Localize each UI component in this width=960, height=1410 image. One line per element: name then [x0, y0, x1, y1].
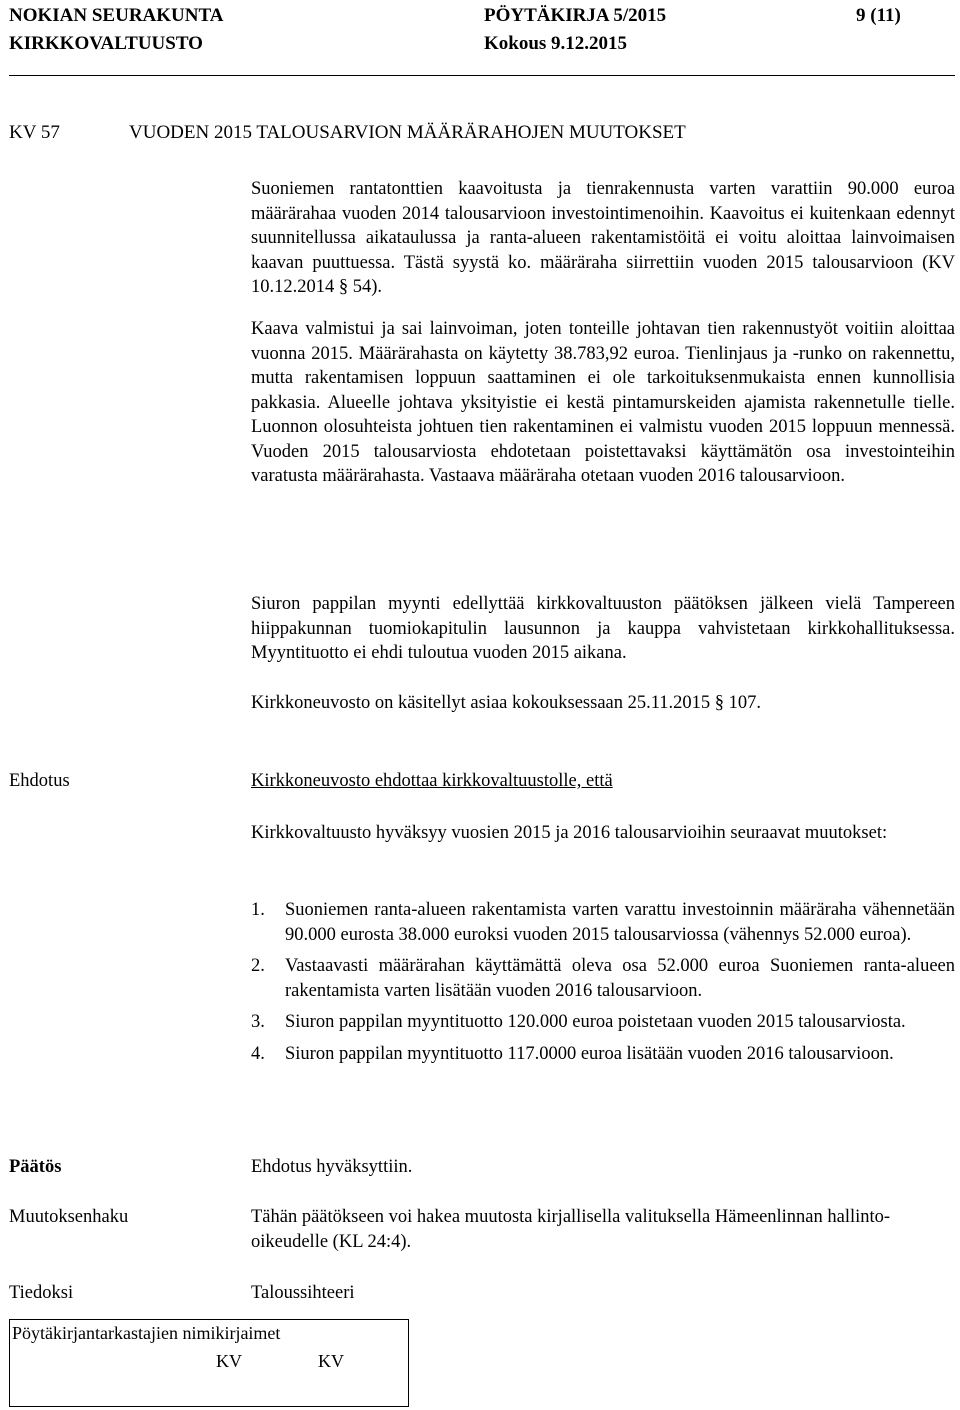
proposal-items — [251, 898, 955, 1073]
proposal-item-number: 3. — [251, 1012, 265, 1032]
decision-text-wrap — [251, 1155, 955, 1180]
paragraph-4-text: Kirkkoneuvosto on käsitellyt asiaa kokouksessaan 25.11.2015 § 107. — [251, 693, 762, 713]
decision-label: Päätös — [9, 1157, 62, 1177]
notice-label: Tiedoksi — [9, 1283, 74, 1303]
proposal-item — [251, 954, 955, 1003]
page-number: 9 (11) — [856, 5, 901, 26]
paragraph-3 — [251, 592, 955, 666]
appeal-label: Muutoksenhaku — [9, 1207, 129, 1227]
appeal-text: Tähän päätökseen voi hakea muutosta kirjallisella valituksella Hämeenlinnan hallinto-oikeudelle (KL 24:4). — [251, 1207, 891, 1252]
meeting-date: Kokous 9.12.2015 — [484, 33, 628, 54]
paragraph-4 — [251, 691, 955, 716]
proposal-item — [251, 1010, 955, 1035]
proposal-heading-wrap — [251, 769, 955, 794]
proposal-item-text: Suoniemen ranta-alueen rakentamista varten varattu investoinnin määräraha vähennetään 90.000 eurosta 38.000 euroksi vuoden 2015 talousarviossa (vähennys 52.000 euroa). — [285, 900, 955, 945]
paragraph-2 — [251, 317, 955, 489]
proposal-item-text: Siuron pappilan myyntituotto 120.000 euroa poistetaan vuoden 2015 talousarviosta. — [285, 1012, 906, 1032]
document-title: PÖYTÄKIRJA 5/2015 — [484, 5, 667, 26]
proposal-heading: Kirkkoneuvosto ehdottaa kirkkovaltuustolle, että — [251, 771, 613, 791]
parish-name: NOKIAN SEURAKUNTA — [9, 5, 224, 26]
signature-box — [9, 1319, 409, 1407]
proposal-item-text: Vastaavasti määrärahan käyttämättä oleva osa 52.000 euroa Suoniemen ranta-alueen rakentamista varten lisätään vuoden 2016 talousarvioon. — [285, 956, 955, 1001]
section-title: VUODEN 2015 TALOUSARVION MÄÄRÄRAHOJEN MUUTOKSET — [129, 122, 686, 143]
proposal-item-number: 2. — [251, 956, 265, 976]
governing-body: KIRKKOVALTUUSTO — [9, 33, 203, 54]
appeal-text-wrap — [251, 1205, 951, 1254]
section-id: KV 57 — [9, 122, 60, 143]
proposal-item — [251, 898, 955, 947]
proposal-intro-wrap — [251, 821, 931, 846]
proposal-item — [251, 1042, 955, 1067]
signature-initials-1: KV — [216, 1351, 242, 1371]
proposal-label: Ehdotus — [9, 771, 70, 791]
decision-text: Ehdotus hyväksyttiin. — [251, 1157, 413, 1177]
paragraph-2-text: Kaava valmistui ja sai lainvoiman, joten tonteille johtavan tien rakennustyöt voitiin aloittaa vuonna 2015. Määrärahasta on käytetty 38.783,92 euroa. Tienlinjaus ja -runko on rakennettu, mutta rakentamisen loppuun saattaminen ei ole tarkoituksenmukaista ennen kunnollisia pakkasia. Alueelle johtava yksityistie ei kestä pintamurskeiden ajamista rakennetulle tielle. Luonnon olosuhteista johtuen tien rakentaminen ei valmistu vuoden 2015 loppuun mennessä. Vuoden 2015 talousarviosta ehdotetaan poistettavaksi käyttämätön osa investointeihin varatusta määrärahasta. Vastaava määräraha otetaan vuoden 2016 talousarvioon. — [251, 319, 955, 486]
notice-recipient: Taloussihteeri — [251, 1283, 355, 1303]
paragraph-1-text: Suoniemen rantatonttien kaavoitusta ja tienrakennusta varten varattiin 90.000 euroa määrärahaa vuoden 2014 talousarvioon investointimenoihin. Kaavoitus ei kuitenkaan edennyt suunnitellussa aikataulussa ja ranta-alueen rakentamistöitä ei voitu aloittaa lainvoimaisen kaavan puuttuessa. Tästä syystä ko. määräraha siirrettiin vuoden 2015 talousarvioon (KV 10.12.2014 § 54). — [251, 179, 955, 297]
proposal-item-number: 1. — [251, 900, 265, 920]
signature-caption: Pöytäkirjantarkastajien nimikirjaimet — [12, 1323, 281, 1343]
paragraph-1 — [251, 177, 955, 300]
header-divider — [9, 75, 955, 76]
proposal-intro: Kirkkovaltuusto hyväksyy vuosien 2015 ja 2016 talousarvioihin seuraavat muutokset: — [251, 823, 888, 843]
proposal-item-text: Siuron pappilan myyntituotto 117.0000 euroa lisätään vuoden 2016 talousarvioon. — [285, 1043, 894, 1064]
proposal-item-number: 4. — [251, 1043, 265, 1064]
paragraph-3-text: Siuron pappilan myynti edellyttää kirkkovaltuuston päätöksen jälkeen vielä Tampereen hiippakunnan tuomiokapitulin lausunnon ja kauppa vahvistetaan kirkkohallituksessa. Myyntituotto ei ehdi tuloutua vuoden 2015 aikana. — [251, 594, 955, 663]
signature-initials-2: KV — [318, 1351, 344, 1371]
